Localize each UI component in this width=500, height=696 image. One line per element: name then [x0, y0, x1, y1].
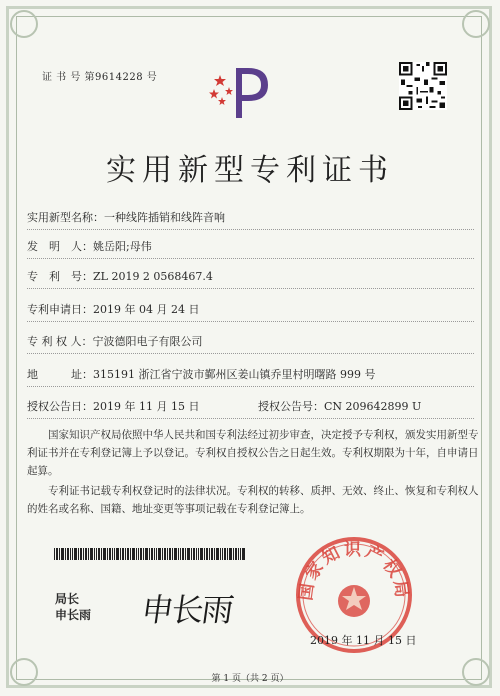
field-value: 2019 年 11 月 15 日	[93, 400, 200, 413]
seal-date: 2019 年 11 月 15 日	[310, 634, 417, 647]
field-grant-announcement	[27, 398, 199, 414]
divider	[27, 321, 474, 322]
field-label: 实用新型名称：	[27, 211, 104, 224]
field-inventor	[27, 238, 152, 254]
field-label: 授权公告日：	[27, 400, 93, 413]
page-number: 第 1 页（共 2 页）	[211, 674, 289, 684]
field-patentee	[27, 333, 203, 349]
field-label: 地 址：	[27, 368, 93, 381]
field-label: 发 明 人：	[27, 240, 93, 253]
director-name: 申长雨	[55, 608, 92, 622]
divider	[27, 258, 474, 259]
field-value: 宁波德阳电子有限公司	[92, 335, 203, 348]
field-grant-number	[258, 398, 421, 414]
field-value: ZL 2019 2 0568467.4	[93, 270, 213, 283]
legal-status-statement: 专利证书记载专利权登记时的法律状况。专利权的转移、质押、无效、终止、恢复和专利权人的姓名或名称、国籍、地址变更等事项记载在专利登记簿上。	[27, 485, 479, 515]
field-application-date	[27, 301, 199, 317]
barcode	[54, 548, 246, 560]
field-label: 专 利 权 人：	[27, 335, 93, 348]
field-value: 一种线阵插销和线阵音响	[104, 211, 225, 224]
director-title: 局长	[55, 592, 80, 606]
divider	[27, 418, 474, 419]
field-value: 姚岳阳;母伟	[93, 240, 152, 253]
corner-ornament	[462, 10, 490, 38]
handwritten-signature: 申长雨	[139, 591, 235, 629]
field-utility-model-name	[27, 209, 225, 225]
field-label: 专 利 号：	[27, 270, 93, 283]
field-value: 2019 年 04 月 24 日	[93, 303, 200, 316]
divider	[27, 353, 474, 354]
grant-statement: 国家知识产权局依照中华人民共和国专利法经过初步审查，决定授予专利权，颁发实用新型专利证书并在专利登记簿上予以登记。专利权自授权公告之日起生效。专利权期限为十年，自申请日起算。	[27, 429, 479, 477]
field-value: 315191 浙江省宁波市鄞州区姜山镇乔里村明曙路 999 号	[93, 368, 376, 381]
divider	[27, 386, 474, 387]
seal-text: 国家知识产权局	[296, 540, 412, 602]
qr-code	[399, 62, 447, 110]
divider	[27, 288, 474, 289]
field-address	[27, 366, 375, 382]
certificate-number: 证 书 号 第9614228 号	[42, 72, 158, 83]
field-label: 授权公告号：	[258, 400, 324, 413]
field-value: CN 209642899 U	[324, 400, 422, 413]
corner-ornament	[10, 10, 38, 38]
field-label: 专利申请日：	[27, 303, 93, 316]
certificate-title: 实用新型专利证书	[106, 153, 394, 188]
patent-office-logo	[206, 63, 276, 123]
field-patent-number	[27, 268, 213, 284]
divider	[27, 229, 474, 230]
